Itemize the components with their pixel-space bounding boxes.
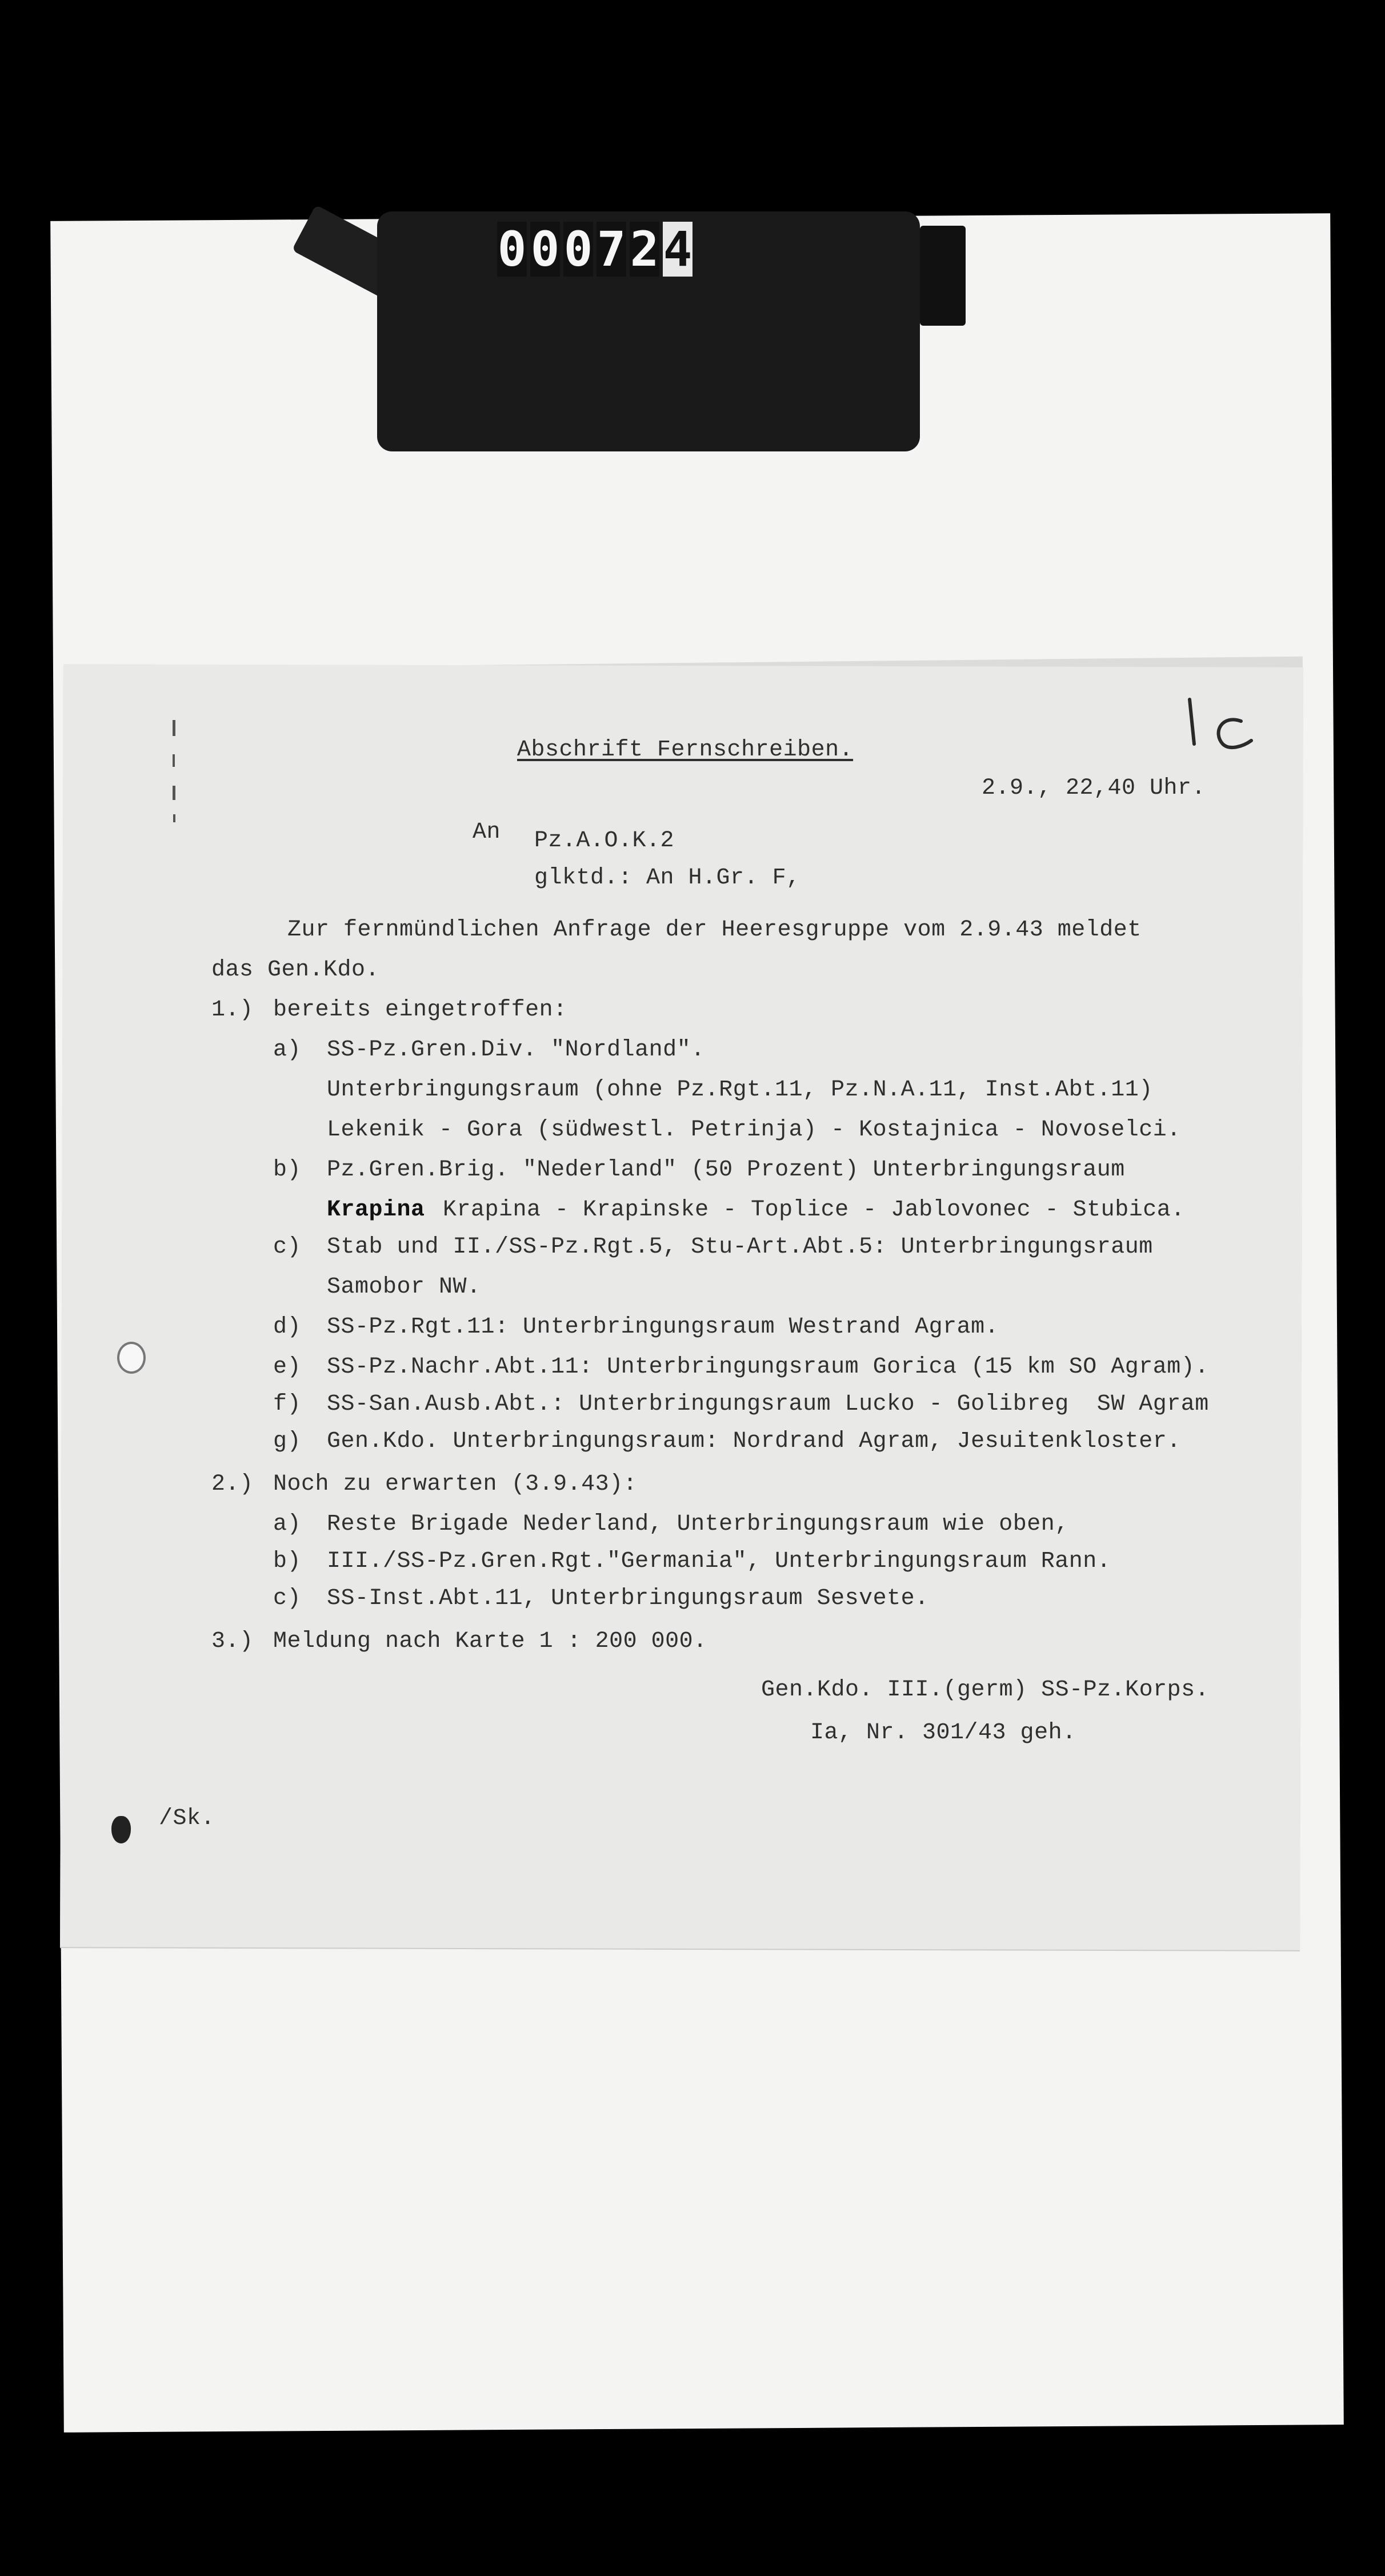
document-datetime: 2.9., 22,40 Uhr. xyxy=(982,775,1206,801)
punch-hole xyxy=(117,1342,146,1374)
struck-word: Krapina xyxy=(327,1197,425,1223)
document-title: Abschrift Fernschreiben. xyxy=(517,737,854,763)
telex-document xyxy=(60,664,1303,1950)
handwritten-ic-mark xyxy=(1177,691,1263,754)
margin-marks xyxy=(169,714,181,829)
section-heading: Noch zu erwarten (3.9.43): xyxy=(273,1471,638,1497)
item-letter: e) xyxy=(273,1354,302,1380)
item-letter: c) xyxy=(273,1586,302,1611)
item-line: Stab und II./SS-Pz.Rgt.5, Stu-Art.Abt.5: Unterbringungsraum xyxy=(327,1234,1153,1260)
intro-line: Zur fernmündlichen Anfrage der Heeresgruppe vom 2.9.43 meldet xyxy=(287,917,1142,943)
typist-initials: /Sk. xyxy=(159,1806,215,1831)
counter-clip xyxy=(920,226,966,326)
item-line: Pz.Gren.Brig. "Nederland" (50 Prozent) Unterbringungsraum xyxy=(327,1157,1125,1183)
section-number: 3.) xyxy=(211,1629,254,1654)
counter-digit: 4 xyxy=(663,221,692,277)
item-letter: a) xyxy=(273,1511,302,1537)
item-line: Reste Brigade Nederland, Unterbringungsraum wie oben, xyxy=(327,1511,1069,1537)
counter-digit: 7 xyxy=(597,221,626,277)
section-number: 2.) xyxy=(211,1471,254,1497)
item-letter: b) xyxy=(273,1157,302,1183)
recipient-label: An xyxy=(473,819,501,845)
item-line: SS-Pz.Nachr.Abt.11: Unterbringungsraum Gorica (15 km SO Agram). xyxy=(327,1354,1209,1380)
item-letter: c) xyxy=(273,1234,302,1260)
item-letter: g) xyxy=(273,1429,302,1454)
item-line: SS-Pz.Gren.Div. "Nordland". xyxy=(327,1037,705,1063)
recipient: Pz.A.O.K.2 xyxy=(534,828,675,854)
intro-line: das Gen.Kdo. xyxy=(211,957,380,983)
item-line: SS-Inst.Abt.11, Unterbringungsraum Sesvete. xyxy=(327,1586,929,1611)
item-line: SS-Pz.Rgt.11: Unterbringungsraum Westrand Agram. xyxy=(327,1314,999,1340)
counter-digit: 0 xyxy=(497,221,527,277)
item-line: Krapina - Krapinske - Toplice - Jablovonec - Stubica. xyxy=(443,1197,1185,1223)
section-number: 1.) xyxy=(211,997,254,1023)
item-line: Lekenik - Gora (südwestl. Petrinja) - Kostajnica - Novoselci. xyxy=(327,1117,1181,1143)
item-letter: a) xyxy=(273,1037,302,1063)
section-heading: bereits eingetroffen: xyxy=(273,997,567,1023)
signature-reference: Ia, Nr. 301/43 geh. xyxy=(810,1720,1076,1746)
copy-to: glktd.: An H.Gr. F, xyxy=(534,865,800,891)
frame-counter xyxy=(497,222,692,277)
ink-blot xyxy=(111,1816,131,1843)
counter-digit: 2 xyxy=(630,221,659,277)
counter-digit: 0 xyxy=(530,221,560,277)
item-letter: d) xyxy=(273,1314,302,1340)
item-letter: b) xyxy=(273,1549,302,1574)
section-text: Meldung nach Karte 1 : 200 000. xyxy=(273,1629,707,1654)
item-line: Gen.Kdo. Unterbringungsraum: Nordrand Agram, Jesuitenkloster. xyxy=(327,1429,1181,1454)
item-line: III./SS-Pz.Gren.Rgt."Germania", Unterbringungsraum Rann. xyxy=(327,1549,1111,1574)
item-line: SS-San.Ausb.Abt.: Unterbringungsraum Lucko - Golibreg SW Agram xyxy=(327,1391,1209,1417)
counter-digit: 0 xyxy=(563,221,593,277)
item-letter: f) xyxy=(273,1391,302,1417)
signature-unit: Gen.Kdo. III.(germ) SS-Pz.Korps. xyxy=(761,1677,1210,1703)
item-line: Unterbringungsraum (ohne Pz.Rgt.11, Pz.N.A.11, Inst.Abt.11) xyxy=(327,1077,1153,1103)
item-line: Samobor NW. xyxy=(327,1274,481,1300)
